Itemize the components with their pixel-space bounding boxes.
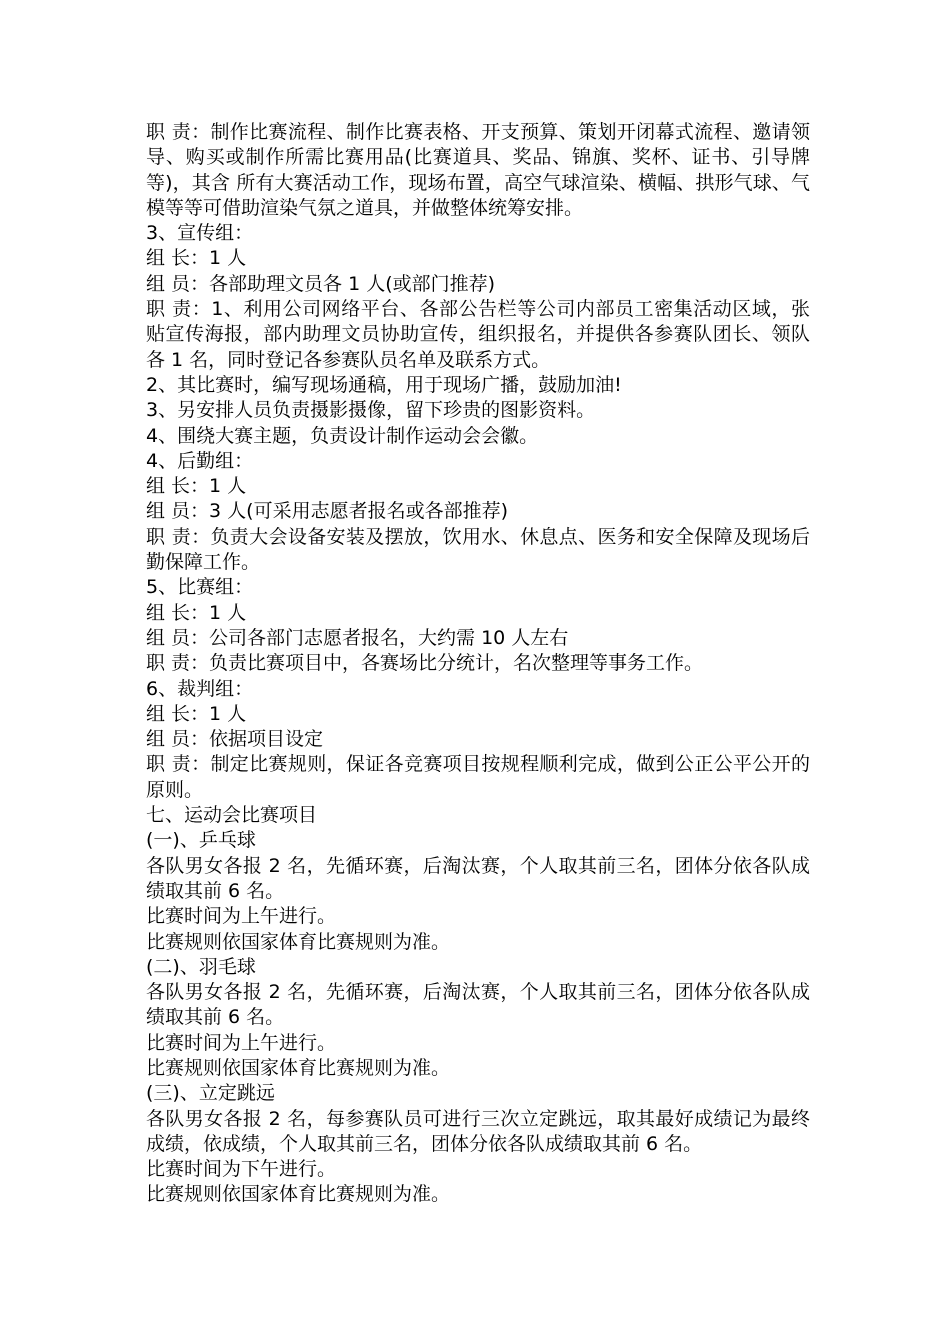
logistics-group-duties: 职 责：负责大会设备安装及摆放，饮用水、休息点、医务和安全保障及现场后勤保障工作。 — [146, 525, 810, 574]
heading-sports-events: 七、运动会比赛项目 — [146, 804, 318, 827]
badminton-time: 比赛时间为上午进行。 — [146, 1031, 337, 1054]
badminton-format: 各队男女各报 2 名，先循环赛，后淘汰赛，个人取其前三名，团体分依各队成绩取其前 6 名。 — [146, 981, 810, 1029]
document-body — [146, 120, 810, 1208]
referee-group-members: 组 员：依据项目设定 — [146, 728, 324, 751]
standing-long-jump-format: 各队男女各报 2 名，每参赛队员可进行三次立定跳远，取其最好成绩记为最终成绩，依成绩，个人取其前三名，团体分依各队成绩取其前 6 名。 — [146, 1107, 810, 1155]
logistics-group-leader: 组 长：1 人 — [146, 475, 247, 498]
publicity-group-duties: 职 责：1、利用公司网络平台、各部公告栏等公司内部员工密集活动区域，张贴宣传海报，部内助理文员协助宣传，组织报名，并提供各参赛队团长、领队各 1 名，同时登记各参赛队员名单及联系方式。 — [146, 298, 810, 371]
heading-logistics-group: 4、后勤组： — [146, 449, 254, 472]
heading-competition-group: 5、比赛组： — [146, 576, 254, 599]
badminton-rules: 比赛规则依国家体育比赛规则为准。 — [146, 1056, 451, 1079]
table-tennis-format: 各队男女各报 2 名，先循环赛，后淘汰赛，个人取其前三名，团体分依各队成绩取其前 6 名。 — [146, 854, 810, 902]
competition-group-members: 组 员：公司各部门志愿者报名，大约需 10 人左右 — [146, 626, 569, 649]
table-tennis-time: 比赛时间为上午进行。 — [146, 905, 337, 928]
heading-referee-group: 6、裁判组： — [146, 677, 254, 700]
heading-badminton: (二)、羽毛球 — [146, 955, 256, 978]
heading-publicity-group: 3、宣传组： — [146, 222, 254, 245]
publicity-duty-item: 4、围绕大赛主题，负责设计制作运动会会徽。 — [146, 424, 539, 447]
publicity-duty-item: 3、另安排人员负责摄影摄像，留下珍贵的图影资料。 — [146, 399, 596, 422]
publicity-group-members: 组 员：各部助理文员各 1 人(或部门推荐) — [146, 272, 496, 295]
referee-group-duties: 职 责：制定比赛规则，保证各竞赛项目按规程顺利完成，做到公正公平公开的原则。 — [146, 753, 810, 801]
paragraph-organizing-duties: 职 责：制作比赛流程、制作比赛表格、开支预算、策划开闭幕式流程、邀请领导、购买或制作所需比赛用品(比赛道具、奖品、锦旗、奖杯、证书、引导牌等)，其含 所有大赛活动工作，现场布置，高空气球渲染、横幅、拱形气球、气模等等可借助渲染气氛之道具，并做整体统筹安排。 — [146, 121, 810, 219]
referee-group-leader: 组 长：1 人 — [146, 702, 247, 725]
standing-long-jump-rules: 比赛规则依国家体育比赛规则为准。 — [146, 1183, 451, 1206]
table-tennis-rules: 比赛规则依国家体育比赛规则为准。 — [146, 930, 451, 953]
publicity-duty-item: 2、其比赛时，编写现场通稿，用于现场广播，鼓励加油! — [146, 373, 622, 396]
standing-long-jump-time: 比赛时间为下午进行。 — [146, 1158, 337, 1181]
heading-standing-long-jump: (三)、立定跳远 — [146, 1082, 275, 1105]
competition-group-leader: 组 长：1 人 — [146, 601, 247, 624]
heading-table-tennis: (一)、乒乓球 — [146, 829, 256, 852]
logistics-group-members: 组 员：3 人(可采用志愿者报名或各部推荐) — [146, 500, 508, 523]
publicity-group-leader: 组 长：1 人 — [146, 247, 247, 270]
competition-group-duties: 职 责：负责比赛项目中，各赛场比分统计，名次整理等事务工作。 — [146, 652, 704, 675]
